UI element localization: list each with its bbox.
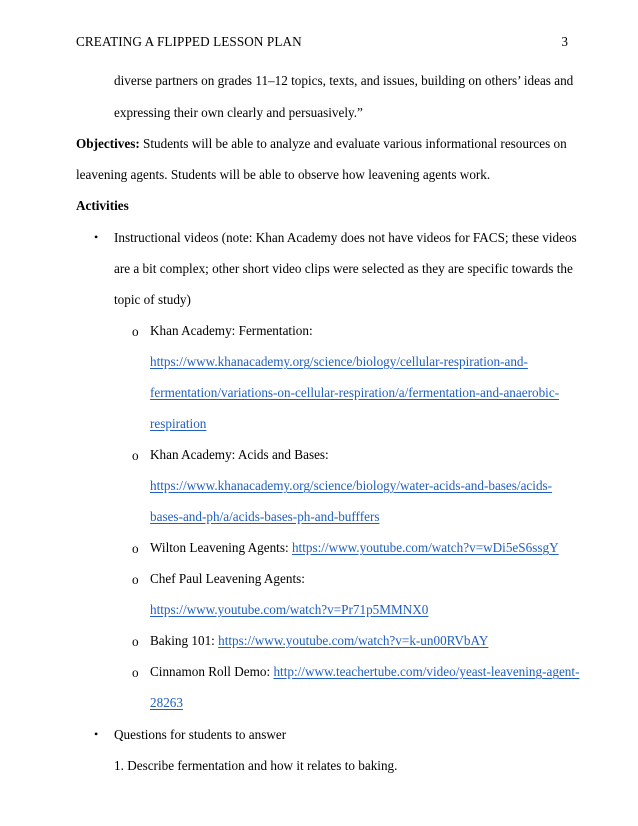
sub-bullet-icon: o — [132, 665, 139, 680]
videos-line-3: topic of study) — [114, 292, 191, 307]
item-khan-fermentation-link-line-2[interactable]: fermentation/variations-on-cellular-respiration/a/fermentation-and-anaerobic- — [150, 385, 560, 400]
item-wilton-label: Wilton Leavening Agents: — [150, 540, 292, 555]
objectives-label: Objectives: — [76, 136, 140, 151]
item-chef-paul-link[interactable]: https://www.youtube.com/watch?v=Pr71p5MMNX0 — [150, 602, 429, 617]
objectives-paragraph-line-1 — [76, 137, 567, 150]
bullet-icon: • — [94, 230, 99, 244]
intro-line-1: diverse partners on grades 11–12 topics, texts, and issues, building on others’ ideas and — [114, 73, 574, 88]
objectives-text-1: Students will be able to analyze and evaluate various informational resources on — [139, 136, 567, 151]
item-wilton-link[interactable]: https://www.youtube.com/watch?v=wDi5eS6ssgY — [291, 540, 559, 555]
item-khan-acids-link-line-1[interactable]: https://www.khanacademy.org/science/biology/water-acids-and-bases/acids- — [150, 478, 553, 493]
item-khan-fermentation-link-line-3[interactable]: respiration — [150, 416, 207, 431]
item-khan-fermentation-link-line-1[interactable]: https://www.khanacademy.org/science/biology/cellular-respiration-and- — [150, 354, 528, 369]
running-header: CREATING A FLIPPED LESSON PLAN — [76, 34, 302, 49]
intro-line-2: expressing their own clearly and persuasively.” — [114, 105, 363, 120]
sub-bullet-icon: o — [132, 448, 139, 463]
bullet-icon: • — [94, 727, 99, 741]
item-khan-fermentation-label: Khan Academy: Fermentation: — [150, 323, 313, 338]
activities-heading: Activities — [76, 198, 129, 213]
item-cinnamon-roll-link[interactable]: http://www.teachertube.com/video/yeast-leavening-agent- — [273, 664, 580, 679]
item-baking-101-link[interactable]: https://www.youtube.com/watch?v=k-un00RVbAY — [218, 633, 489, 648]
question-item-1: 1. Describe fermentation and how it relates to baking. — [114, 758, 398, 773]
sub-bullet-icon: o — [132, 634, 139, 649]
questions-label: Questions for students to answer — [114, 727, 287, 742]
objectives-text-2: leavening agents. Students will be able to observe how leavening agents work. — [76, 167, 491, 182]
item-cinnamon-roll-link-line-2[interactable]: 28263 — [150, 695, 183, 710]
item-baking-101-label: Baking 101: — [150, 633, 219, 648]
sub-bullet-icon: o — [132, 541, 139, 556]
videos-line-1: Instructional videos (note: Khan Academy does not have videos for FACS; these videos — [114, 230, 577, 245]
page-number: 3 — [561, 34, 568, 49]
item-chef-paul-label: Chef Paul Leavening Agents: — [150, 571, 305, 586]
item-cinnamon-roll-label: Cinnamon Roll Demo: — [150, 664, 274, 679]
item-baking-101-line — [150, 634, 488, 647]
sub-bullet-icon: o — [132, 324, 139, 339]
item-khan-acids-link-line-2[interactable]: bases-and-ph/a/acids-bases-ph-and-bufffers — [150, 509, 380, 524]
videos-line-2: are a bit complex; other short video clips were selected as they are specific towards the — [114, 261, 573, 276]
sub-bullet-icon: o — [132, 572, 139, 587]
item-wilton-line — [150, 541, 559, 554]
item-khan-acids-label: Khan Academy: Acids and Bases: — [150, 447, 329, 462]
item-cinnamon-roll-line — [150, 665, 579, 678]
